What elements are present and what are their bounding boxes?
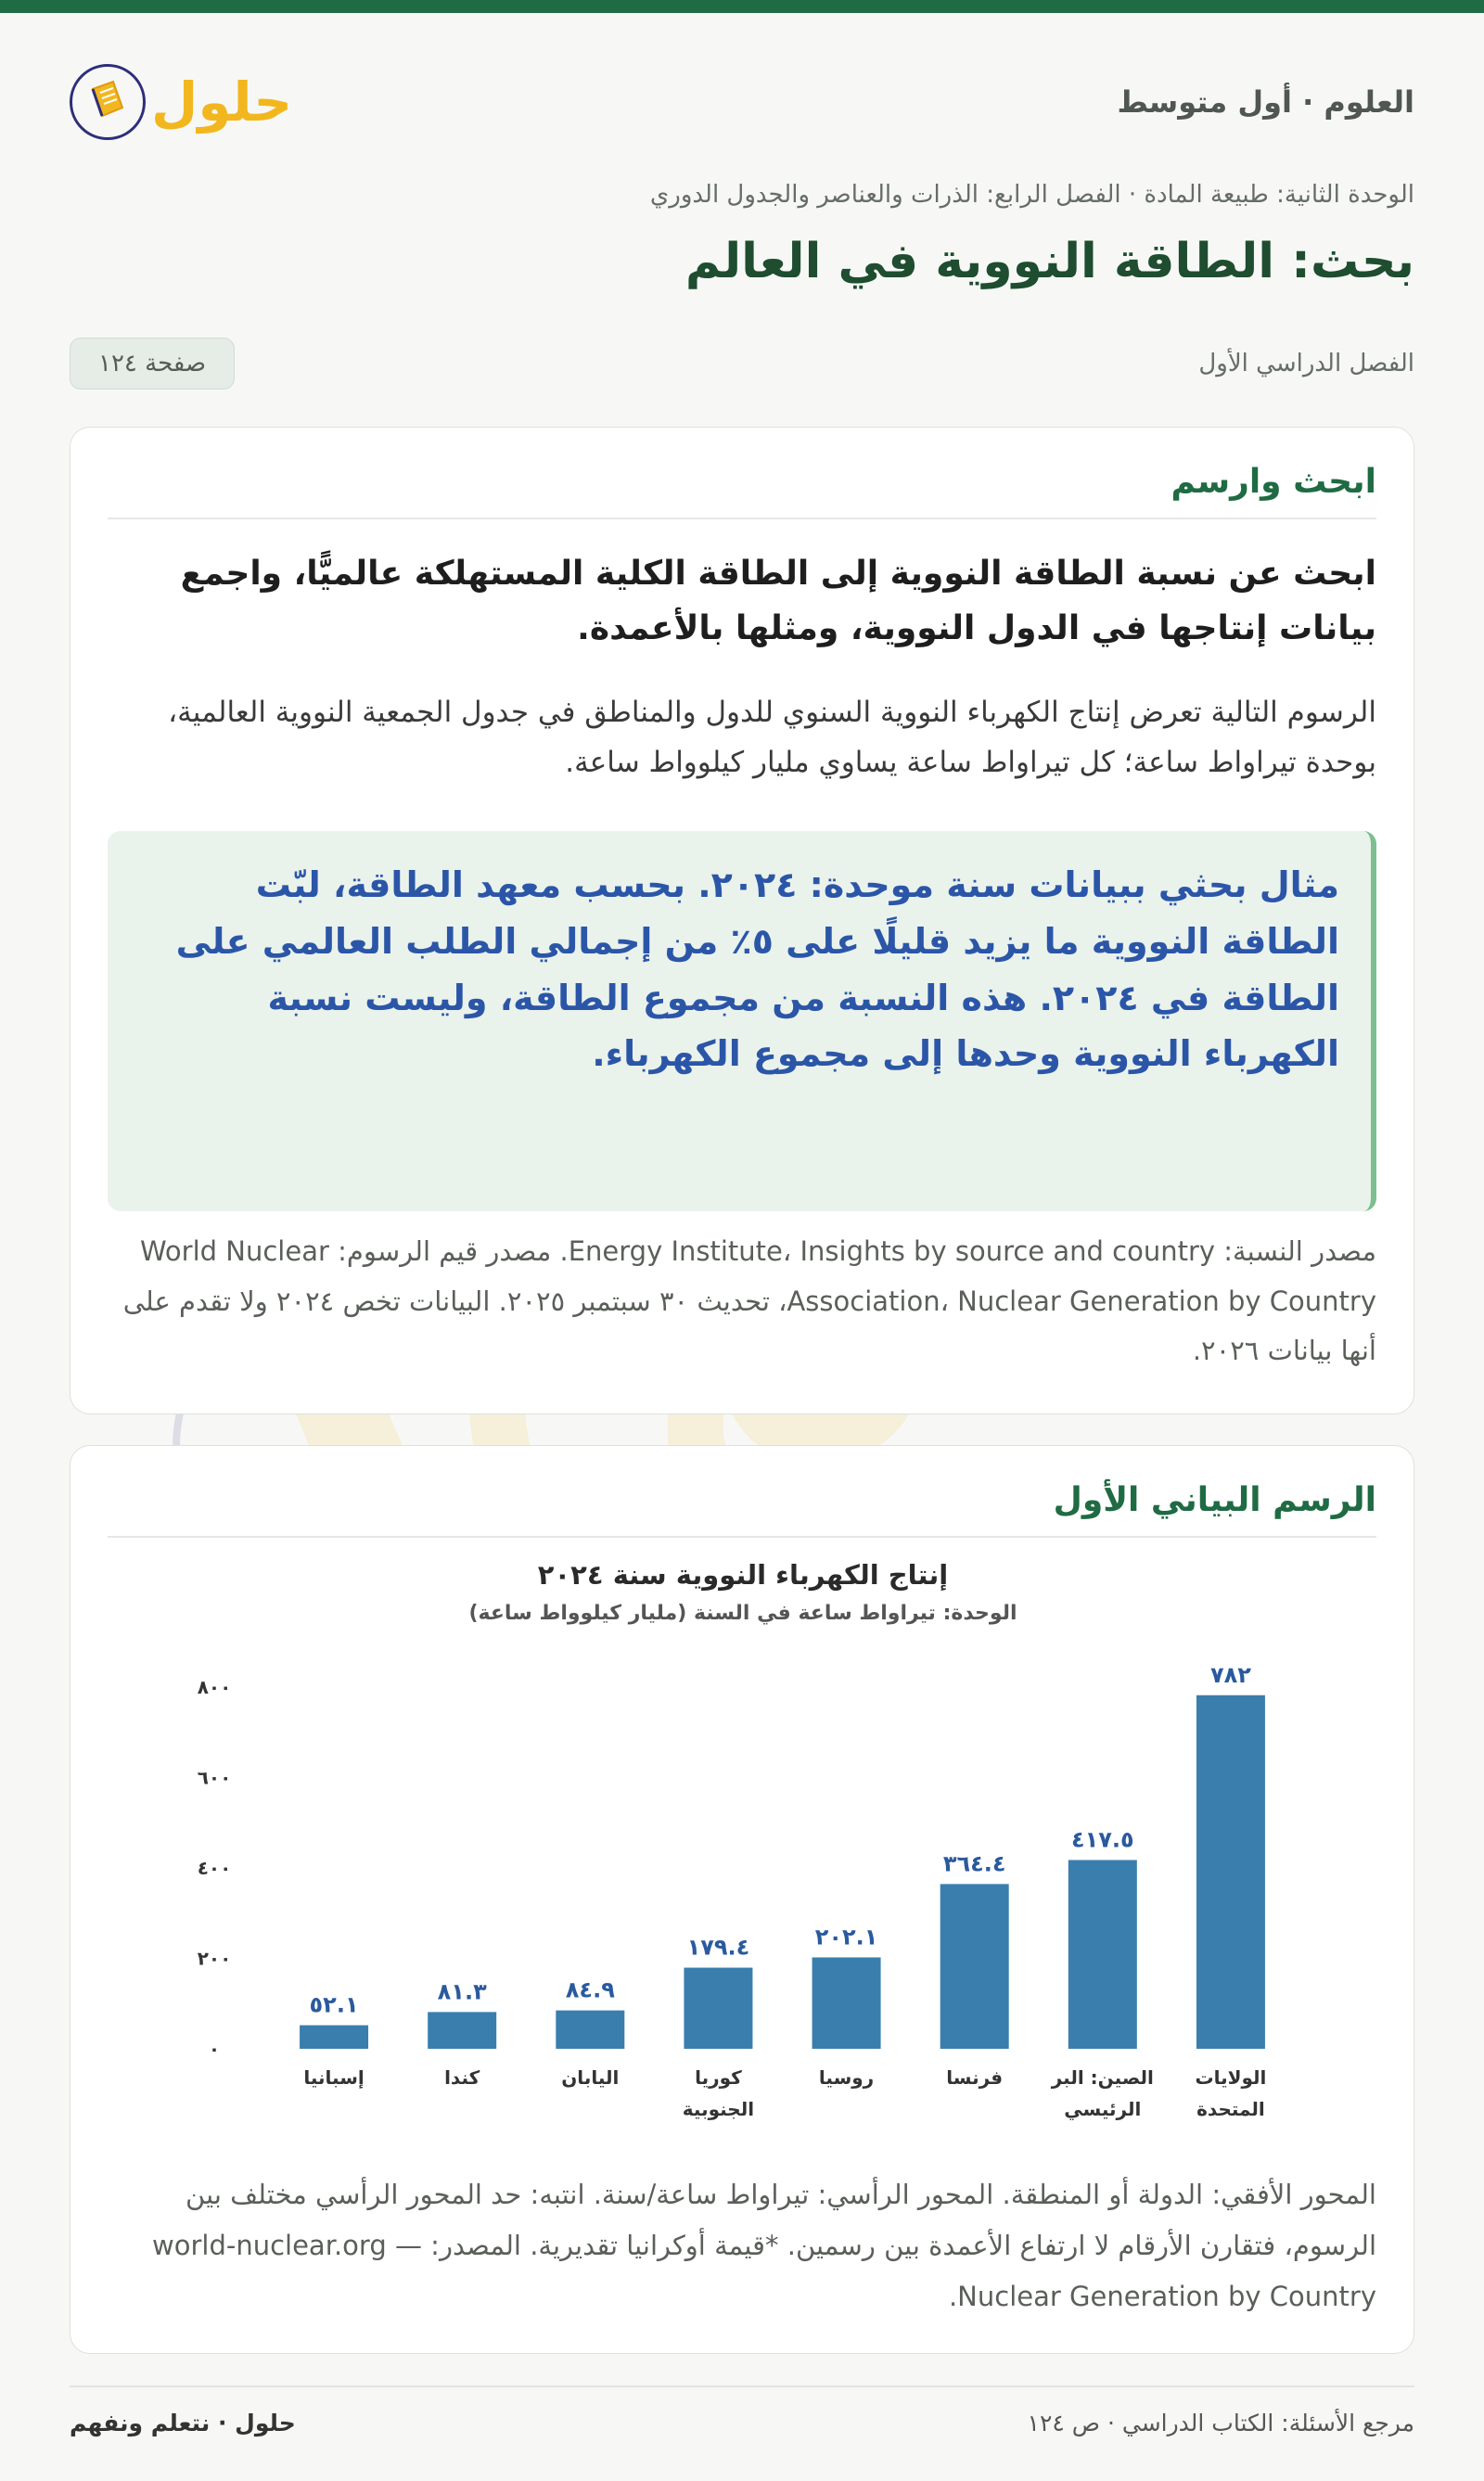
x-tick-label: روسيا: [818, 2066, 875, 2089]
bar: [300, 2026, 368, 2049]
subject-label: العلوم · أول متوسط: [1117, 84, 1414, 120]
footer-reference: مرجع الأسئلة: الكتاب الدراسي · ص ١٢٤: [1027, 2410, 1414, 2436]
meta-row: [70, 334, 1414, 393]
y-tick-label: ٢٠٠: [197, 1947, 232, 1970]
example-highlight-text: مثال بحثي ببيانات سنة موحدة: ٢٠٢٤. بحسب معهد الطاقة، لبّت الطاقة النووية ما يزيد قليلًا على ٥٪ من إجمالي الطلب العالمي على الطاقة في ٢٠٢٤. هذه النسبة من مجموع الطاقة، وليست نسبة الكهرباء النووية وحدها إلى مجموع الكهرباء.: [175, 864, 1339, 1075]
x-tick-label: الرئيسي: [1064, 2098, 1142, 2120]
example-highlight-box: [108, 831, 1376, 1211]
bar: [940, 1884, 1009, 2049]
x-tick-label: إسبانيا: [303, 2066, 365, 2089]
research-question: ابحث عن نسبة الطاقة النووية إلى الطاقة الكلية المستهلكة عالميًّا، واجمع بيانات إنتاجها في الدول النووية، ومثلها بالأعمدة.: [180, 555, 1376, 648]
y-tick-label: ٤٠٠: [197, 1857, 232, 1879]
chart-card-title: الرسم البياني الأول: [1053, 1481, 1376, 1519]
chart-card: [70, 1445, 1414, 2354]
axis-note: المحور الأفقي: الدولة أو المنطقة. المحور الرأسي: تيراواط ساعة/سنة. انتبه: حد المحور الرأسي مختلف بين الرسوم، فتقارن الأرقام لا ارتفاع الأعمدة بين رسمين. *قيمة أوكرانيا تقديرية. المصدر: world-nuclear.org — Nuclear Generation by Country.: [152, 2179, 1376, 2313]
card-divider: [108, 518, 1376, 519]
y-tick-label: ٦٠٠: [197, 1766, 232, 1789]
breadcrumb: الوحدة الثانية: طبيعة المادة · الفصل الرابع: الذرات والعناصر والجدول الدوري: [649, 181, 1414, 209]
y-tick-label: ٠: [208, 2038, 221, 2060]
research-card-title: ابحث وارسم: [1171, 463, 1376, 501]
bar: [812, 1957, 881, 2049]
research-card: [70, 427, 1414, 1414]
bar-value-label: ٢٠٢.١: [814, 1924, 878, 1950]
bar: [1068, 1860, 1137, 2049]
x-tick-label: فرنسا: [946, 2066, 1004, 2089]
footer-divider: [70, 2385, 1414, 2387]
top-accent-bar: [0, 0, 1484, 13]
bar-value-label: ٧٨٢: [1209, 1661, 1251, 1688]
bar-value-label: ٥٢.١: [309, 1991, 359, 2018]
x-tick-label: اليابان: [561, 2066, 620, 2089]
chart-subtitle: الوحدة: تيراواط ساعة في السنة (مليار كيلوواط ساعة): [468, 1602, 1017, 1625]
x-tick-label: كوريا: [695, 2066, 742, 2089]
page-header: [70, 56, 1414, 148]
x-tick-label: الجنوبية: [682, 2098, 755, 2120]
bar-value-label: ٨١.٣: [437, 1978, 487, 2005]
research-description: الرسوم التالية تعرض إنتاج الكهرباء النووية السنوي للدول والمناطق في جدول الجمعية النووية العالمية، بوحدة تيراواط ساعة؛ كل تيراواط ساعة يساوي مليار كيلوواط ساعة.: [168, 696, 1376, 780]
page-title: بحث: الطاقة النووية في العالم: [684, 234, 1414, 289]
x-tick-label: كندا: [444, 2066, 480, 2089]
bar-value-label: ١٧٩.٤: [686, 1934, 750, 1961]
semester-label: الفصل الدراسي الأول: [1198, 350, 1414, 377]
footer-brand: حلول · نتعلم ونفهم: [70, 2410, 296, 2436]
logo-text: حلول: [151, 70, 293, 134]
card-divider: [108, 1536, 1376, 1538]
book-icon: [70, 64, 146, 140]
chart-plot: [108, 1548, 1378, 2197]
y-tick-label: ٨٠٠: [197, 1676, 232, 1698]
bar-value-label: ٣٦٤.٤: [942, 1850, 1006, 1877]
x-tick-label: المتحدة: [1196, 2098, 1265, 2120]
bar-value-label: ٨٤.٩: [565, 1976, 615, 2003]
bar: [556, 2011, 624, 2049]
bar: [1196, 1695, 1265, 2049]
chart-title: إنتاج الكهرباء النووية سنة ٢٠٢٤: [537, 1559, 949, 1591]
x-tick-label: الولايات: [1195, 2066, 1267, 2089]
bar-value-label: ٤١٧.٥: [1070, 1826, 1134, 1853]
page-number-badge: صفحة ١٢٤: [70, 338, 235, 390]
bar-chart: [108, 1548, 1378, 2197]
source-note: مصدر النسبة: Energy Institute، Insights by source and country. مصدر قيم الرسوم: World Nuclear Association، Nuclear Generation by Country، تحديث ٣٠ سبتمبر ٢٠٢٥. البيانات تخص ٢٠٢٤ ولا تقدم على أنها بيانات ٢٠٢٦.: [122, 1235, 1376, 1367]
x-tick-label: الصين: البر: [1051, 2066, 1154, 2089]
brand-logo[interactable]: [70, 64, 292, 140]
bar: [684, 1968, 752, 2049]
page-footer: [70, 2410, 1414, 2436]
bar: [428, 2012, 496, 2049]
